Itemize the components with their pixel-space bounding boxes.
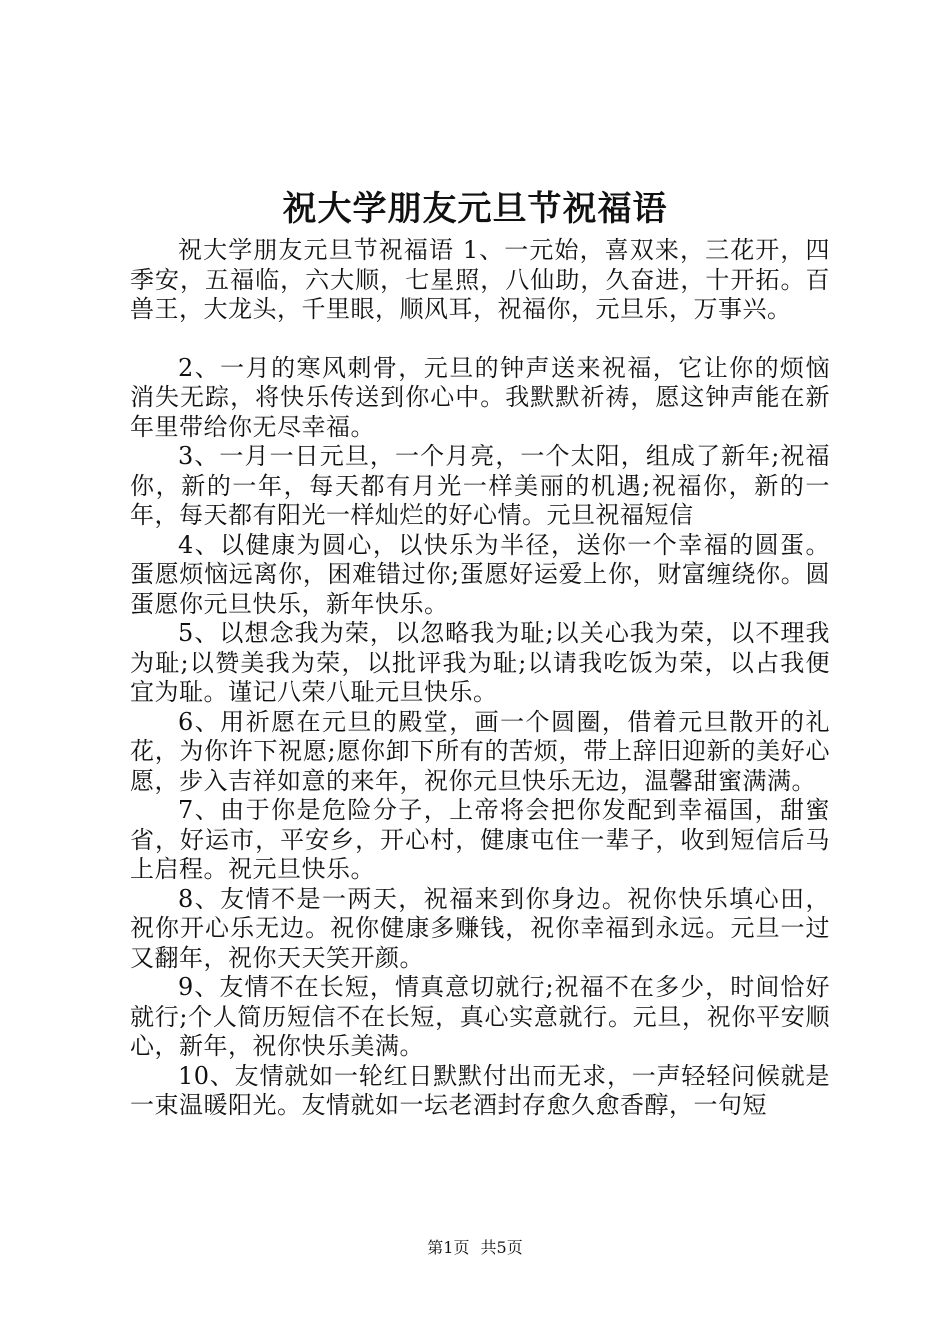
document-title: 祝大学朋友元旦节祝福语 — [282, 189, 668, 229]
paragraph-8: 8、友情不是一两天，祝福来到你身边。祝你快乐填心田，祝你开心乐无边。祝你健康多赚钱，祝你幸福到永远。元旦一过又翻年，祝你天天笑开颜。 — [130, 884, 830, 972]
paragraph-6: 6、用祈愿在元旦的殿堂，画一个圆圈，借着元旦散开的礼花，为你许下祝愿;愿你卸下所有的苦烦，带上辞旧迎新的美好心愿，步入吉祥如意的来年，祝你元旦快乐无边，温馨甜蜜满满。 — [130, 707, 830, 795]
paragraph-5: 5、以想念我为荣，以忽略我为耻;以关心我为荣，以不理我为耻;以赞美我为荣，以批评我为耻;以请我吃饭为荣，以占我便宜为耻。谨记八荣八耻元旦快乐。 — [130, 619, 830, 706]
paragraph-2: 2、一月的寒风刺骨，元旦的钟声送来祝福，它让你的烦恼消失无踪，将快乐传送到你心中。我默默祈祷，愿这钟声能在新年里带给你无尽幸福。 — [130, 353, 830, 441]
paragraph-3: 3、一月一日元旦，一个月亮，一个太阳，组成了新年;祝福你，新的一年，每天都有月光一样美丽的机遇;祝福你，新的一年，每天都有阳光一样灿烂的好心情。元旦祝福短信 — [130, 442, 830, 529]
paragraph-9: 9、友情不在长短，情真意切就行;祝福不在多少，时间恰好就行;个人简历短信不在长短，真心实意就行。元旦，祝你平安顺心，新年，祝你快乐美满。 — [130, 973, 830, 1060]
document-body — [130, 236, 830, 1121]
page-footer — [0, 1237, 950, 1259]
page-number: 第1页 — [427, 1238, 470, 1257]
page-total: 共5页 — [480, 1238, 523, 1257]
paragraph-7: 7、由于你是危险分子，上帝将会把你发配到幸福国，甜蜜省，好运市，平安乡，开心村，健康屯住一辈子，收到短信后马上启程。祝元旦快乐。 — [130, 796, 830, 883]
paragraph-1: 祝大学朋友元旦节祝福语 1、一元始，喜双来，三花开，四季安，五福临，六大顺，七星照，八仙助，久奋进，十开拓。百兽王，大龙头，千里眼，顺风耳，祝福你，元旦乐，万事兴。 — [130, 236, 830, 323]
paragraph-4: 4、以健康为圆心，以快乐为半径，送你一个幸福的圆蛋。蛋愿烦恼远离你，困难错过你;蛋愿好运爱上你，财富缠绕你。圆蛋愿你元旦快乐，新年快乐。 — [130, 530, 830, 618]
paragraph-10: 10、友情就如一轮红日默默付出而无求，一声轻轻问候就是一束温暖阳光。友情就如一坛老酒封存愈久愈香醇，一句短 — [130, 1061, 830, 1119]
